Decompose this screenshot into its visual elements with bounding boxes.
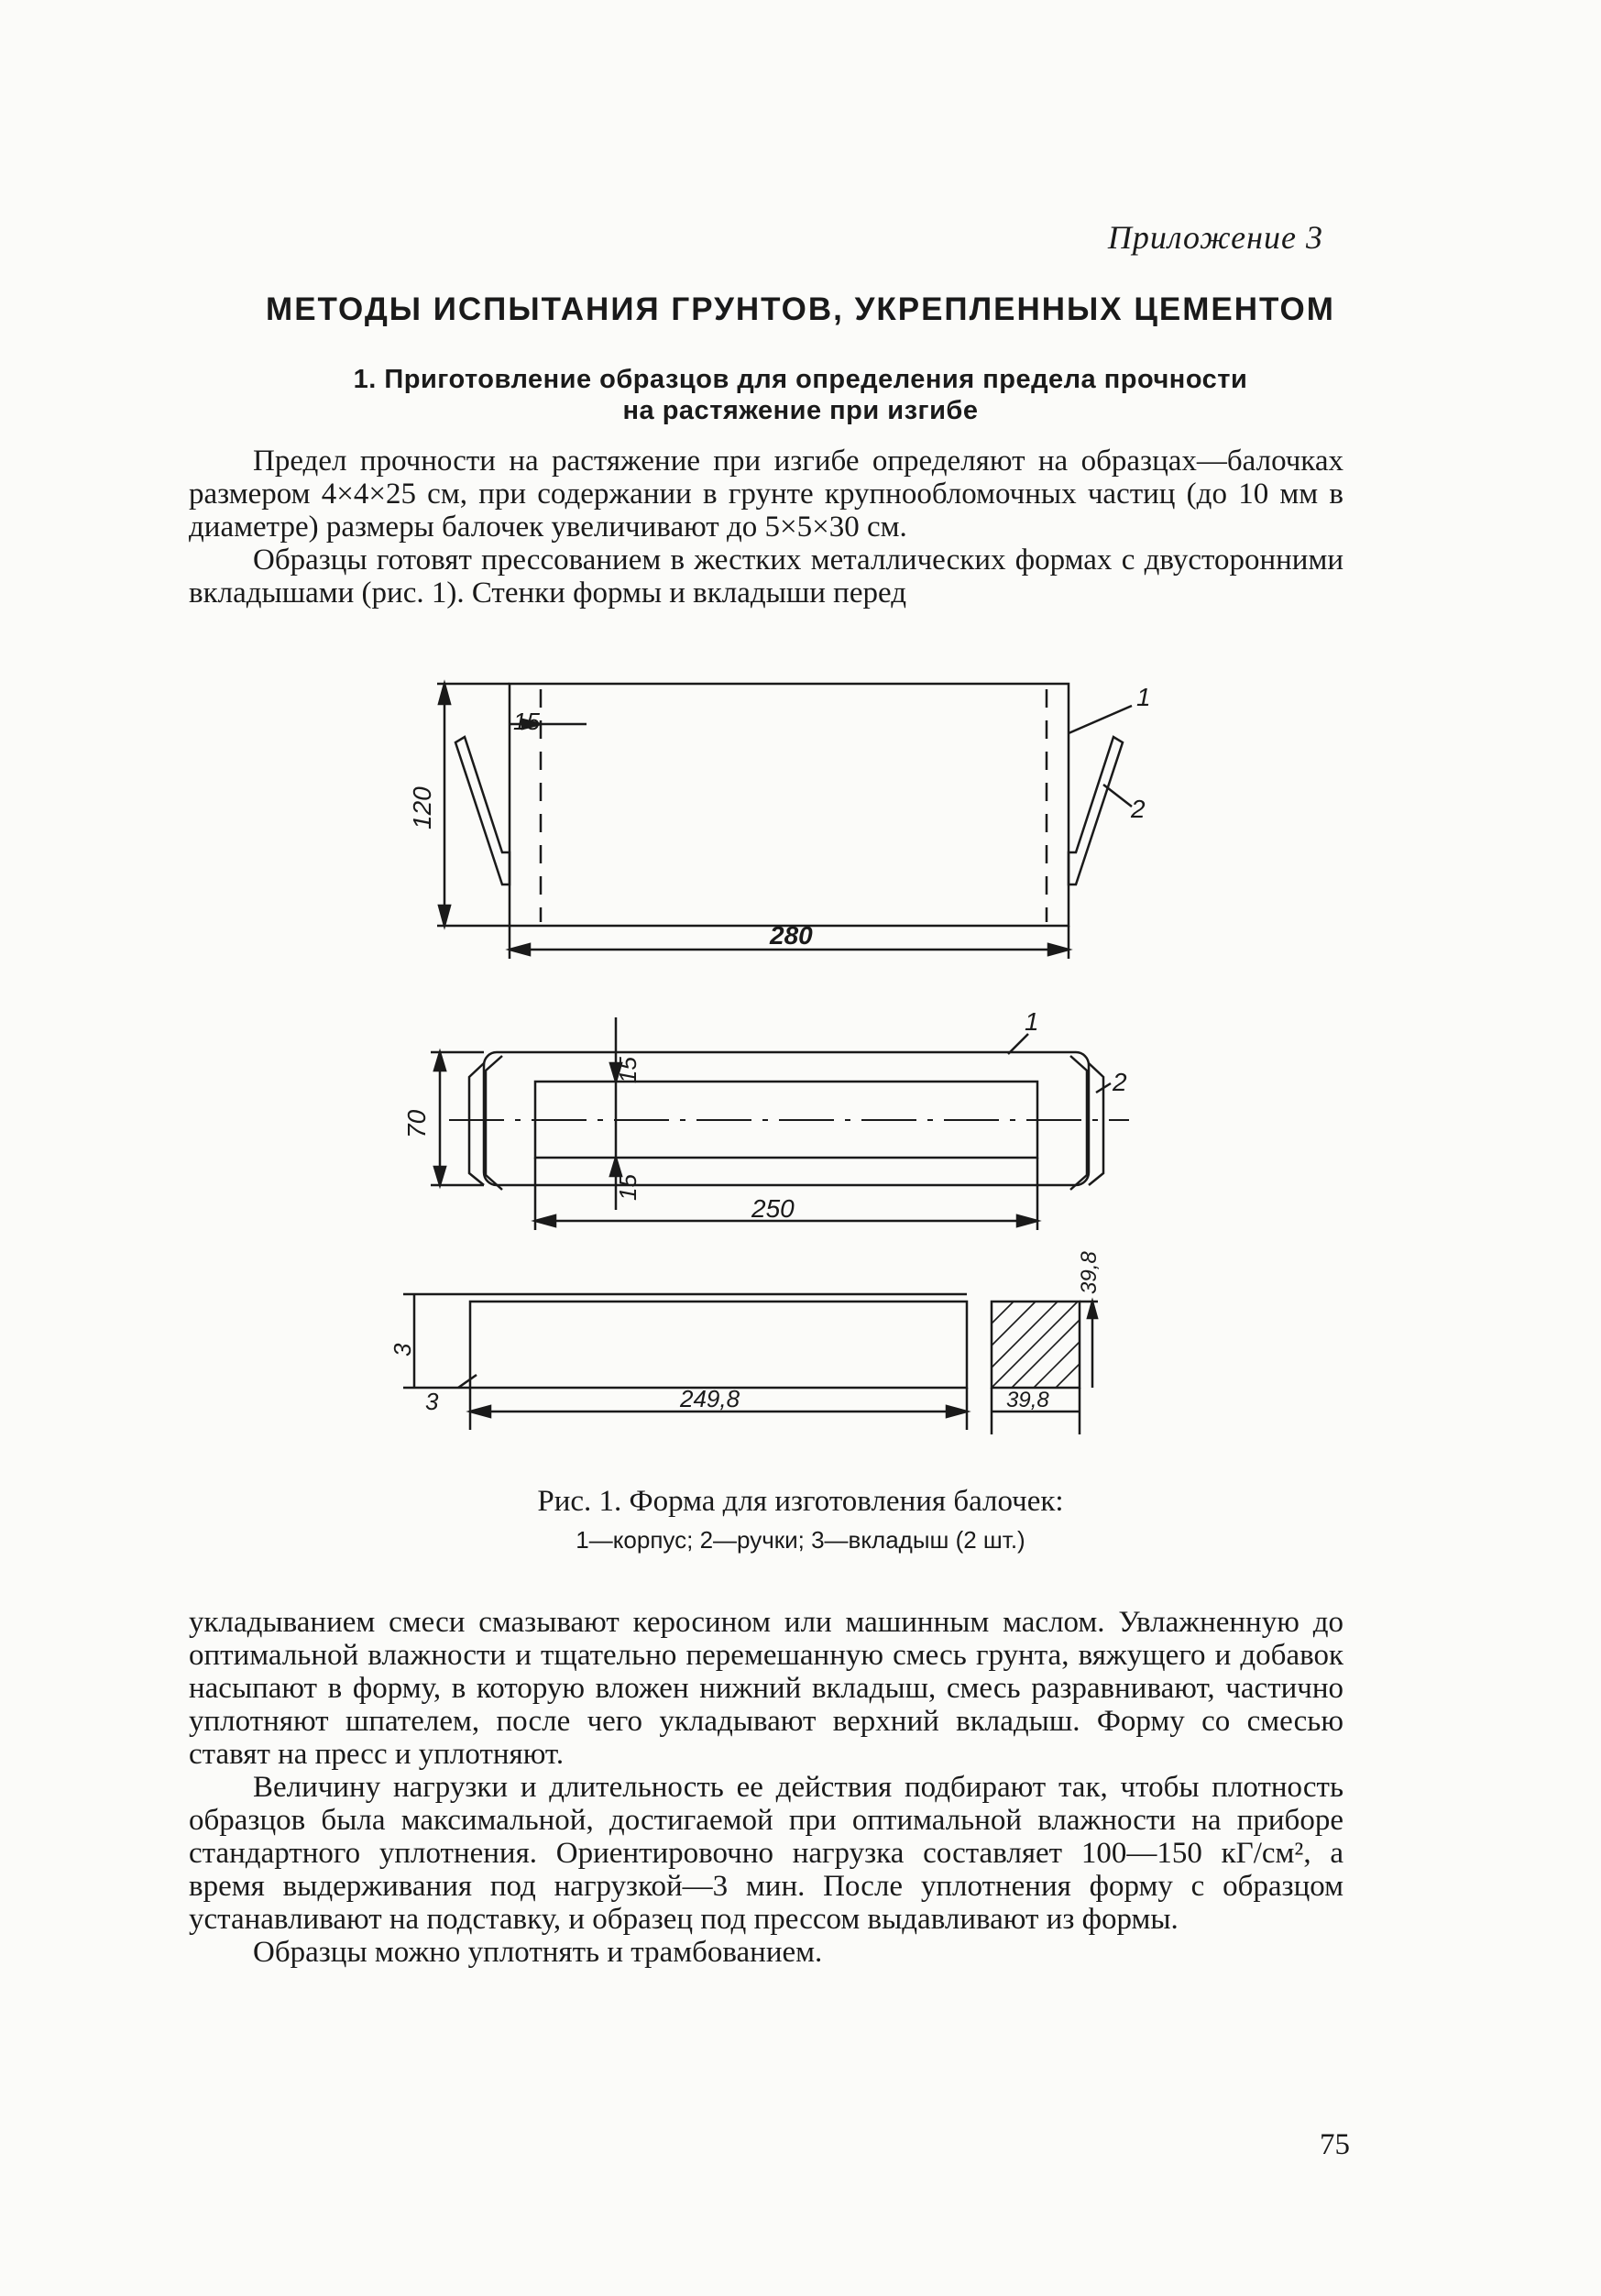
- dim-label-39-8-height: 39,8: [1077, 1251, 1102, 1294]
- appendix-label: Приложение 3: [1107, 219, 1323, 256]
- figure-caption-title: Рис. 1. Форма для изготовления балочек:: [537, 1485, 1064, 1518]
- dim-label-3-a: 3: [389, 1343, 416, 1357]
- page-number: 75: [1320, 2128, 1350, 2161]
- page-title: МЕТОДЫ ИСПЫТАНИЯ ГРУНТОВ, УКРЕПЛЕННЫХ ЦЕМЕНТОМ: [266, 291, 1335, 327]
- dim-label-280: 280: [770, 921, 813, 950]
- paragraph: укладыванием смеси смазывают керосином или машинным маслом. Увлажненную до оптимальной влажности и тщательно перемешанную смесь грунта, вяжущего и добавок насыпают в форму, в которую вложен нижний вкладыш, смесь разравнивают, частично уплотняют шпателем, после чего укладывают верхний вкладыш. Форму со смесью ставят на пресс и уплотняют.: [189, 1606, 1343, 1771]
- section-heading-line-2: на растяжение при изгибе: [622, 396, 979, 425]
- dim-label-70: 70: [402, 1109, 431, 1138]
- callout-2-plan: 2: [1113, 1068, 1127, 1096]
- callout-2-side: 2: [1131, 795, 1146, 823]
- paragraph: Образцы можно уплотнять и трамбованием.: [253, 1936, 823, 1969]
- dim-label-15-a: 15: [614, 1057, 641, 1083]
- paragraph: Предел прочности на растяжение при изгибе определяют на образцах—балочках размером 4×4×25 см, при содержании в грунте крупнообломочных частиц (до 10 мм в диаметре) размеры балочек увеличивают до 5×5×30 см.: [189, 445, 1343, 544]
- callout-1-side: 1: [1136, 683, 1151, 711]
- insert-view: [403, 1294, 1098, 1434]
- callout-1-plan: 1: [1025, 1007, 1039, 1036]
- figure-legend: 1—корпус; 2—ручки; 3—вкладыш (2 шт.): [576, 1526, 1025, 1554]
- dim-label-249-8: 249,8: [680, 1385, 740, 1412]
- paragraph: Образцы готовят прессованием в жестких металлических формах с двусторонними вкладышами (рис. 1). Стенки формы и вкладыши перед: [189, 544, 1343, 610]
- dim-label-120: 120: [408, 786, 436, 829]
- dim-label-15-b: 15: [614, 1174, 641, 1201]
- dim-label-39-8-width: 39,8: [1006, 1388, 1049, 1412]
- body-text-bottom: [189, 1606, 1343, 1969]
- figure-caption: [0, 1482, 1601, 1559]
- paragraph: Величину нагрузки и длительность ее действия подбирают так, чтобы плотность образцов была максимальной, достигаемой при оптимальной влажности на приборе стандартного уплотнения. Ориентировочно нагрузка составляет 100—150 кГ/см², а время выдерживания под нагрузкой—3 мин. После уплотнения форму с образцом устанавливают на подставку, и образец под прессом выдавливают из формы.: [189, 1771, 1343, 1936]
- dim-label-15-top: 15: [513, 708, 540, 735]
- dim-label-250: 250: [751, 1194, 795, 1223]
- dim-label-3-b: 3: [425, 1388, 439, 1415]
- mold-side-view: [437, 684, 1132, 959]
- section-heading-line-1: 1. Приготовление образцов для определения предела прочности: [353, 365, 1248, 394]
